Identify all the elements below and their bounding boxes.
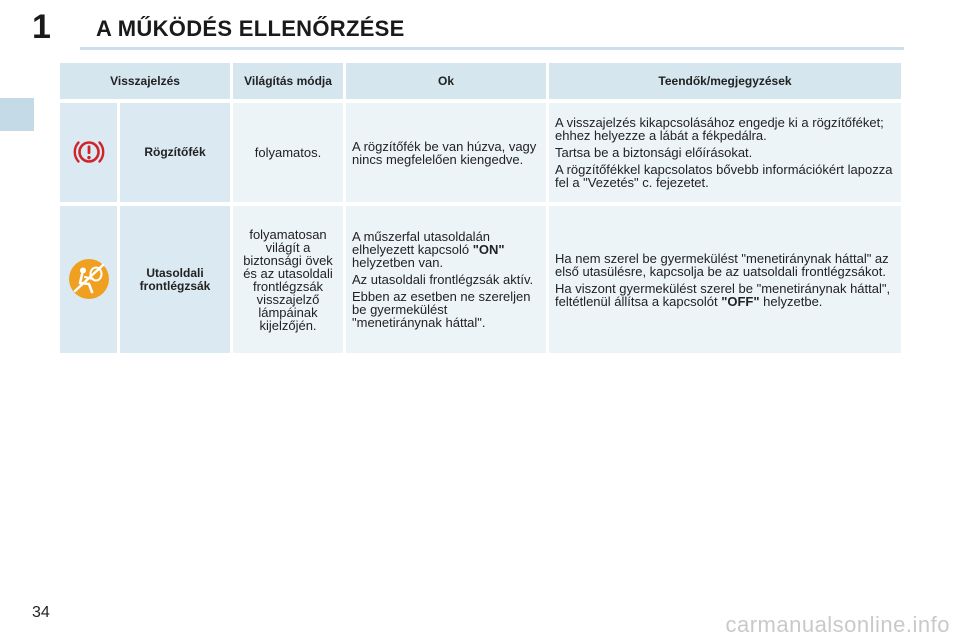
cause-paragraph: A rögzítőfék be van húzva, vagy nincs megfelelően kiengedve. [352,138,537,167]
column-header-mode: Világítás módja [233,63,343,99]
action-paragraph: Ha viszont gyermekülést szerel be "menetiránynak háttal", feltétlenül állítsa a kapcsolót "OFF" helyzetbe. [555,280,891,309]
warning-lights-table [57,63,904,353]
action-cell [549,103,901,202]
page-title: A MŰKÖDÉS ELLENŐRZÉSE [96,16,405,41]
action-cell [549,206,901,353]
cause-paragraph: Az utasoldali frontlégzsák aktív. [352,272,534,287]
chapter-side-tab [0,98,34,131]
passenger-airbag-off-icon [67,257,111,301]
action-paragraph: A rögzítőfékkel kapcsolatos bővebb információkért lapozza fel a "Vezetés" c. fejezetet. [555,162,893,190]
column-header-indicator: Visszajelzés [60,63,230,99]
page-number: 34 [32,604,50,621]
indicator-name: Rögzítőfék [120,103,230,202]
action-paragraph: Ha nem szerel be gyermekülést "menetiránynak háttal" az első utasülésre, kapcsolja be az uatsoldali frontlégzsákot. [555,250,889,279]
table-header-row [60,63,901,99]
lighting-mode: folyamatosan világít a biztonsági övek és az utasoldali frontlégzsák visszajelző lámpáinak kijelzőjén. [233,206,343,353]
table-row [60,206,901,353]
site-watermark: carmanualsonline.info [725,612,950,637]
column-header-cause: Ok [346,63,546,99]
indicator-icon-cell [60,206,117,353]
indicator-name: Utasoldali frontlégzsák [120,206,230,353]
switch-on-label: "ON" [472,242,505,257]
action-paragraph: Tartsa be a biztonsági előírásokat. [555,145,753,160]
cause-cell [346,206,546,353]
cause-paragraph: A műszerfal utasoldalán elhelyezett kapcsoló "ON" helyzetben van. [352,229,505,270]
lighting-mode: folyamatos. [233,103,343,202]
action-paragraph: A visszajelzés kikapcsolásához engedje ki a rögzítőféket; ehhez helyezze a lábát a fékpedálra. [555,115,884,143]
chapter-number: 1 [32,8,51,46]
column-header-action: Teendők/megjegyzések [549,63,901,99]
cause-paragraph: Ebben az esetben ne szereljen be gyermekülést "menetiránynak háttal". [352,289,531,330]
indicator-icon-cell [60,103,117,202]
cause-cell [346,103,546,202]
title-divider [80,47,904,50]
parking-brake-warning-icon [69,137,109,167]
table-row [60,103,901,202]
switch-off-label: "OFF" [721,293,760,309]
